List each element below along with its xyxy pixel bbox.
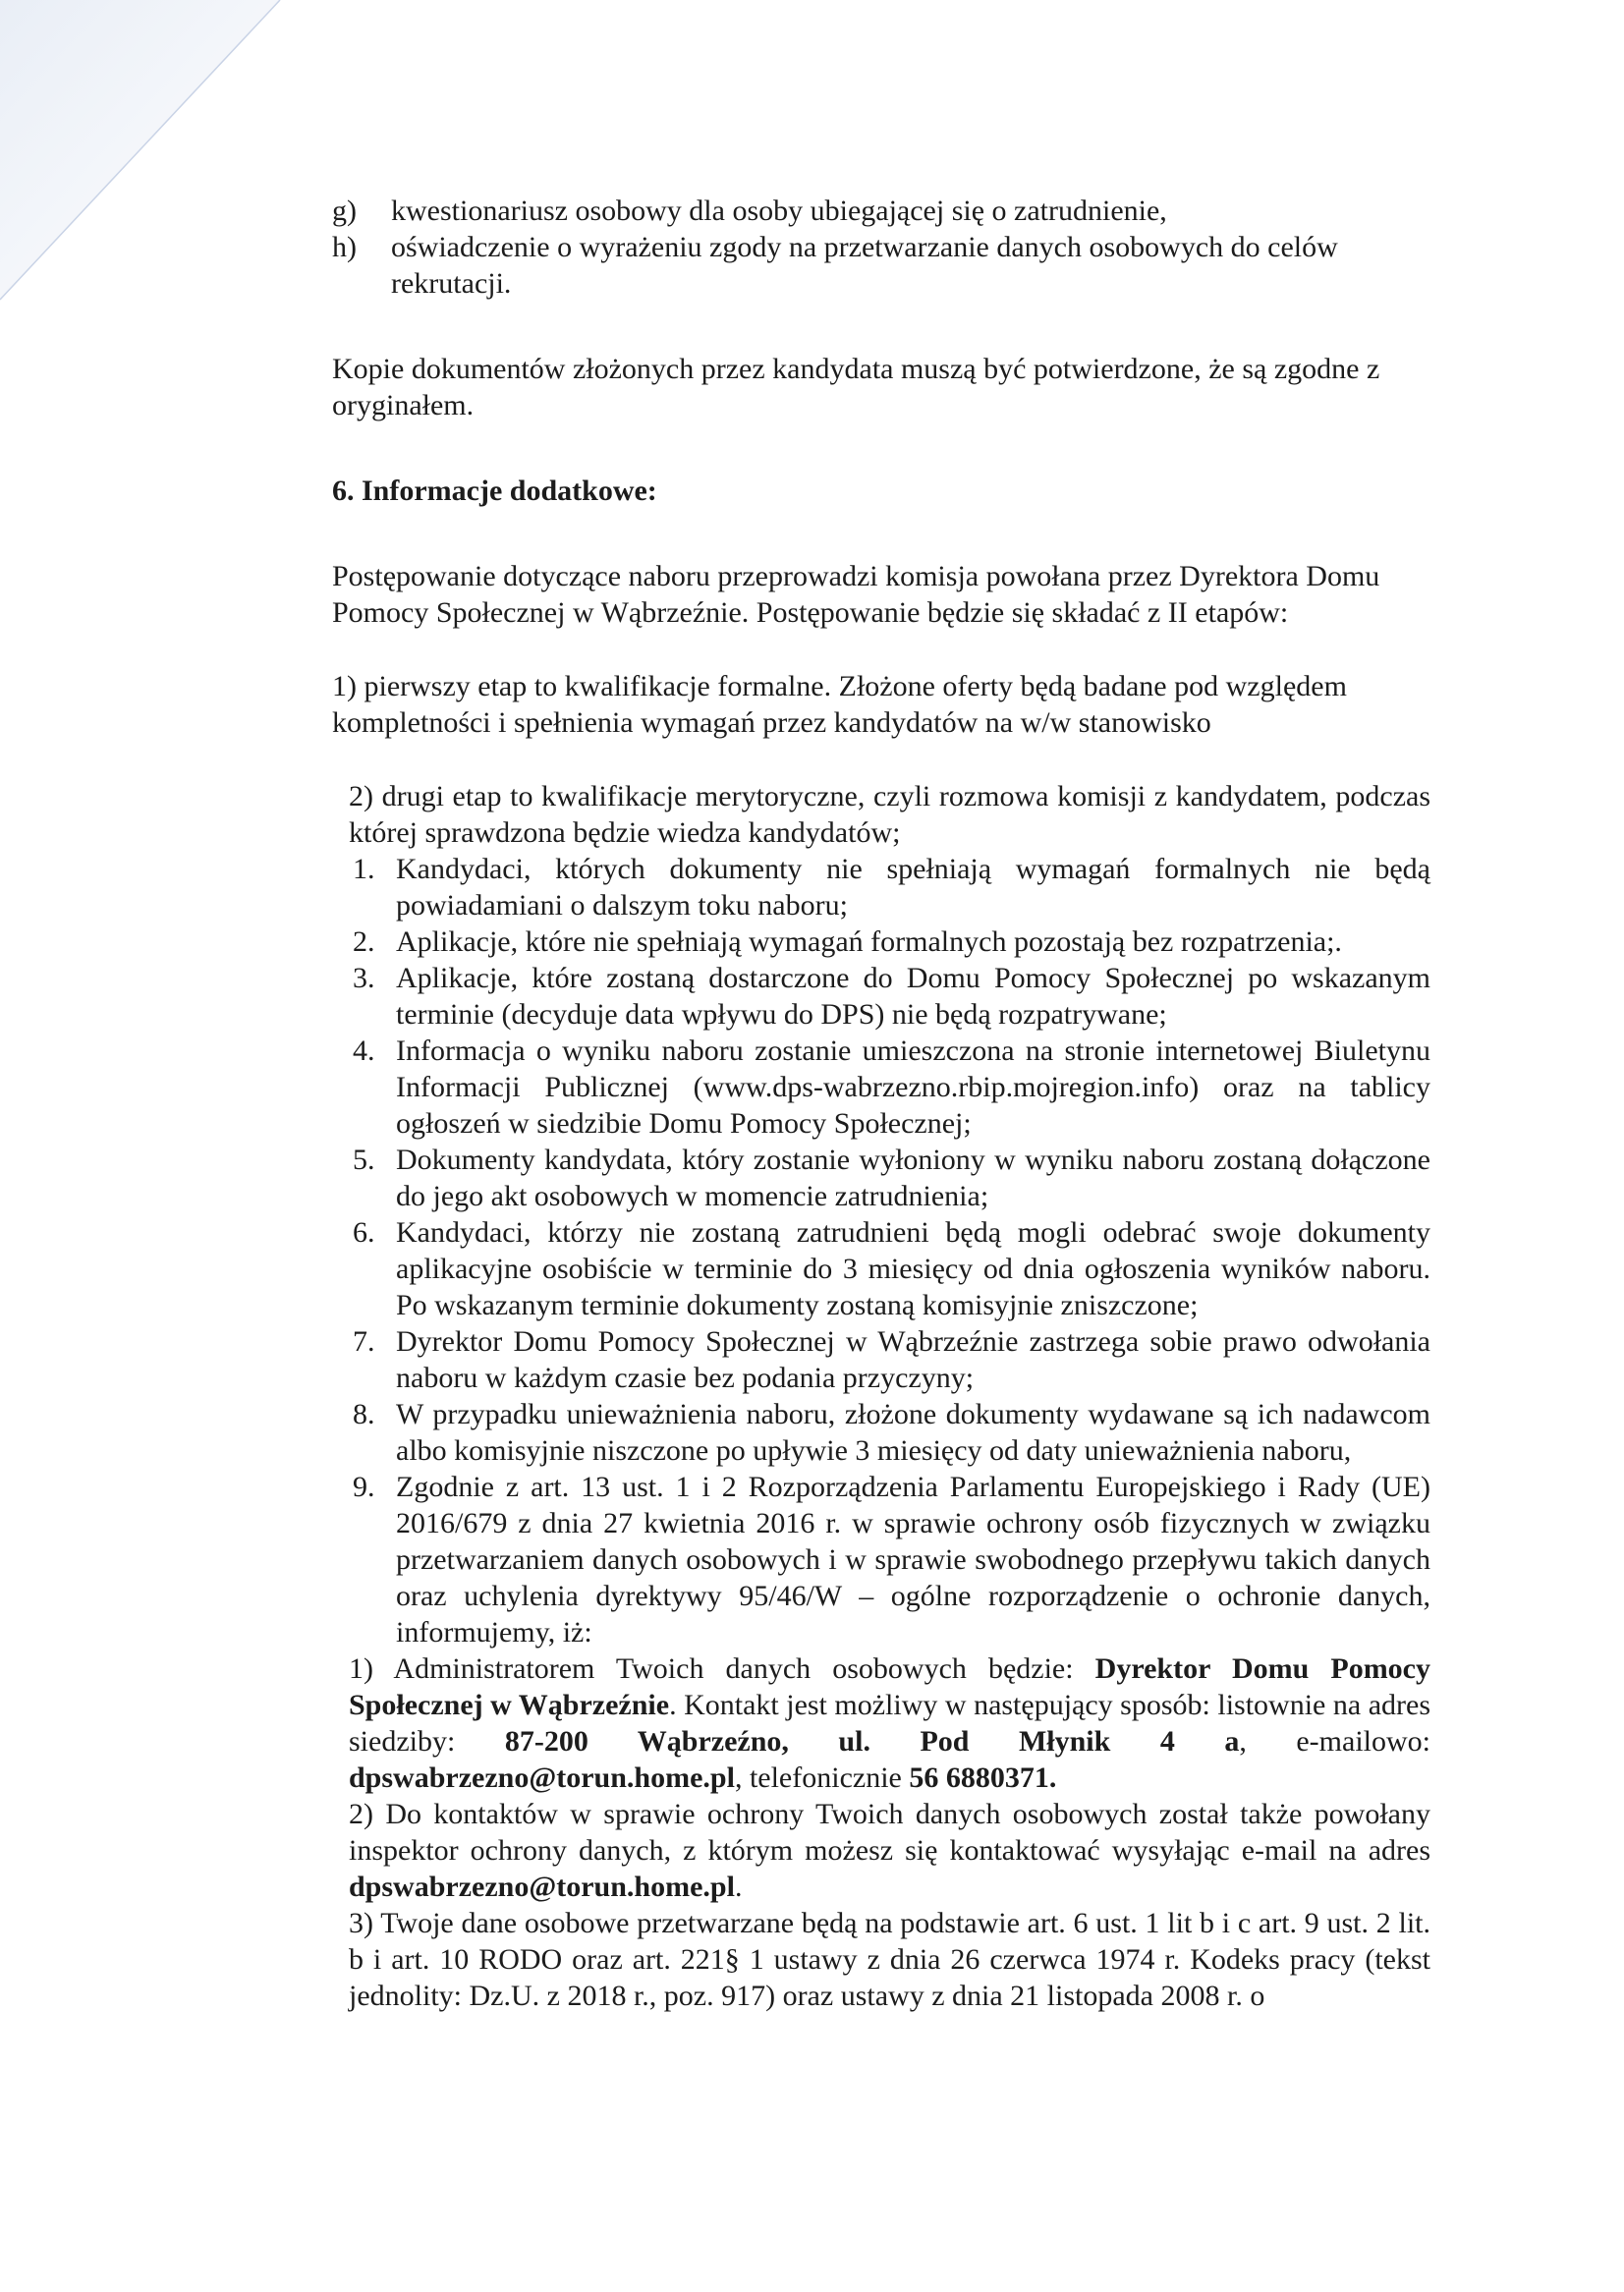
phone-number: 56 6880371. xyxy=(909,1761,1057,1794)
item-text: Kandydaci, którzy nie zostaną zatrudnieni będą mogli odebrać swoje dokumenty aplikacyjne osobiście w terminie do 3 miesięcy od dnia ogłoszenia wyników naboru. Po wskazanym terminie dokumenty zostaną komisyjnie zniszczone; xyxy=(396,1216,1430,1321)
numbered-item xyxy=(349,960,1430,1033)
item-text: Aplikacje, które zostaną dostarczone do Domu Pomocy Społecznej po wskazanym terminie (decyduje data wpływu do DPS) nie będą rozpatrywane; xyxy=(396,962,1430,1031)
numbered-item xyxy=(349,1323,1430,1396)
copies-note: Kopie dokumentów złożonych przez kandydata muszą być potwierdzone, że są zgodne z oryginałem. xyxy=(332,353,1380,421)
item-text: Informacja o wyniku naboru zostanie umieszczona na stronie internetowej Biuletynu Informacji Publicznej (www.dps-wabrzezno.rbip.mojregion.info) oraz na tablicy ogłoszeń w siedzibie Domu Pomocy Społecznej; xyxy=(396,1034,1430,1140)
item-number: 1. xyxy=(353,853,375,885)
address: 87-200 Wąbrzeźno, ul. Pod Młynik 4 a xyxy=(504,1725,1240,1758)
document-page xyxy=(332,193,1430,2014)
item-number: 8. xyxy=(353,1398,375,1430)
text-run: 2) Do kontaktów w sprawie ochrony Twoich danych osobowych został także powołany inspektor ochrony danych, z którym możesz się kontaktować wysyłając e-mail na adres xyxy=(349,1798,1430,1867)
item-number: 7. xyxy=(353,1325,375,1358)
list-item xyxy=(332,193,1430,229)
item-text: Zgodnie z art. 13 ust. 1 i 2 Rozporządzenia Parlamentu Europejskiego i Rady (UE) 2016/679 z dnia 27 kwietnia 2016 r. w sprawie ochrony osób fizycznych w związku przetwarzaniem danych osobowych i w sprawie swobodnego przepływu takich danych oraz uchylenia dyrektywy 95/46/W – ogólne rozporządzenie o ochronie danych, informujemy, iż: xyxy=(396,1471,1430,1649)
rodo-paragraph-1 xyxy=(349,1650,1430,1796)
rodo-paragraph-2 xyxy=(349,1796,1430,1905)
rodo-paragraph-3: 3) Twoje dane osobowe przetwarzane będą na podstawie art. 6 ust. 1 lit b i c art. 9 ust. 2 lit. b i art. 10 RODO oraz art. 221§ 1 ustawy z dnia 26 czerwca 1974 r. Kodeks pracy (tekst jednolity: Dz.U. z 2018 r., poz. 917) oraz ustawy z dnia 21 listopada 2008 r. o xyxy=(349,1907,1430,2012)
numbered-item xyxy=(349,851,1430,923)
numbered-item xyxy=(349,1469,1430,1650)
item-text: Aplikacje, które nie spełniają wymagań formalnych pozostają bez rozpatrzenia;. xyxy=(396,925,1342,958)
stage-2: 2) drugi etap to kwalifikacje merytoryczne, czyli rozmowa komisji z kandydatem, podczas której sprawdzona będzie wiedza kandydatów; xyxy=(349,780,1430,849)
administrator-name: Dyrektor Domu Pomocy Społecznej w Wąbrzeźnie xyxy=(349,1652,1430,1721)
text-run: , telefonicznie xyxy=(734,1761,910,1794)
item-number: 3. xyxy=(353,962,375,994)
page-fold-corner xyxy=(0,0,295,314)
list-item-text: kwestionariusz osobowy dla osoby ubiegającej się o zatrudnienie, xyxy=(391,195,1167,227)
email-link[interactable]: dpswabrzezno@torun.home.pl xyxy=(349,1761,735,1794)
item-number: 9. xyxy=(353,1471,375,1503)
item-text: W przypadku unieważnienia naboru, złożone dokumenty wydawane są ich nadawcom albo komisyjnie niszczone po upływie 3 miesięcy od daty unieważnienia naboru, xyxy=(396,1398,1430,1467)
numbered-item xyxy=(349,1396,1430,1469)
section-heading: 6. Informacje dodatkowe: xyxy=(332,475,657,507)
list-item-text: oświadczenie o wyrażeniu zgody na przetwarzanie danych osobowych do celów rekrutacji. xyxy=(391,231,1338,300)
numbered-item xyxy=(349,1033,1430,1142)
text-run: . xyxy=(734,1871,743,1903)
item-number: 5. xyxy=(353,1144,375,1176)
list-marker: g) xyxy=(332,195,357,227)
numbered-item xyxy=(349,923,1430,960)
item-text: Dyrektor Domu Pomocy Społecznej w Wąbrzeźnie zastrzega sobie prawo odwołania naboru w każdym czasie bez podania przyczyny; xyxy=(396,1325,1430,1394)
stages-list xyxy=(332,778,1430,2014)
section-intro: Postępowanie dotyczące naboru przeprowadzi komisja powołana przez Dyrektora Domu Pomocy Społecznej w Wąbrzeźnie. Postępowanie będzie się składać z II etapów: xyxy=(332,560,1380,629)
numbered-item xyxy=(349,1214,1430,1323)
list-item xyxy=(332,229,1430,302)
list-marker: h) xyxy=(332,231,357,263)
numbered-item xyxy=(349,1142,1430,1214)
text-run: , e-mailowo: xyxy=(1239,1725,1430,1758)
text-run: 1) Administratorem Twoich danych osobowych będzie: xyxy=(349,1652,1095,1685)
item-number: 4. xyxy=(353,1034,375,1067)
stage-1: 1) pierwszy etap to kwalifikacje formalne. Złożone oferty będą badane pod względem kompletności i spełnienia wymagań przez kandydatów na w/w stanowisko xyxy=(332,670,1347,739)
item-number: 2. xyxy=(353,925,375,958)
text-run: . Kontakt jest możliwy w następujący sposób: listownie na adres siedziby: xyxy=(349,1689,1430,1758)
item-text: Kandydaci, których dokumenty nie spełniają wymagań formalnych nie będą powiadamiani o dalszym toku naboru; xyxy=(396,853,1430,922)
item-number: 6. xyxy=(353,1216,375,1249)
email-link[interactable]: dpswabrzezno@torun.home.pl xyxy=(349,1871,735,1903)
item-text: Dokumenty kandydata, który zostanie wyłoniony w wyniku naboru zostaną dołączone do jego akt osobowych w momencie zatrudnienia; xyxy=(396,1144,1430,1212)
